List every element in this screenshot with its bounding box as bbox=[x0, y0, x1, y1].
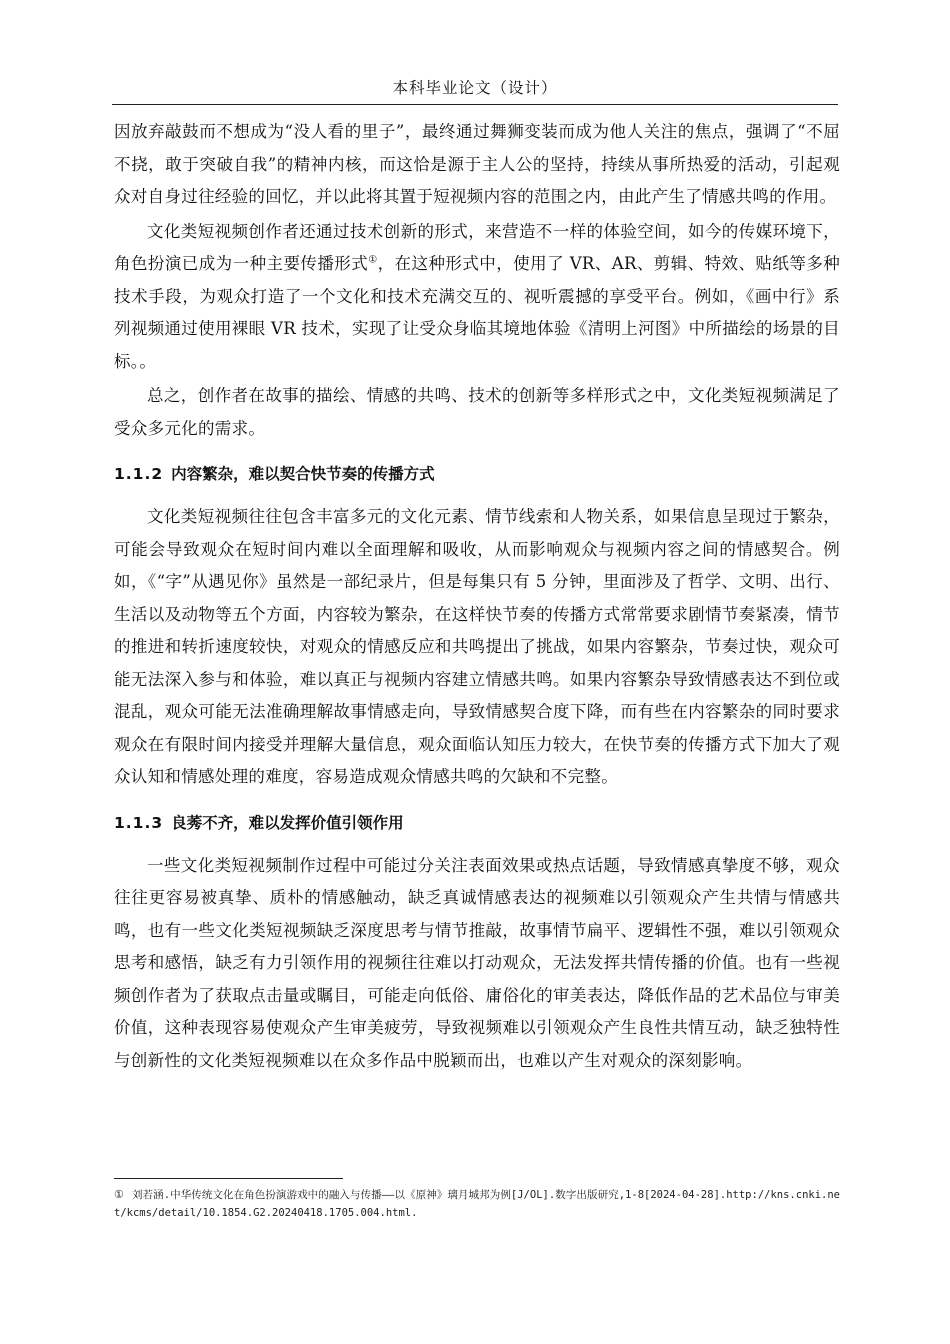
paragraph-section-1-1-3: 一些文化类短视频制作过程中可能过分关注表面效果或热点话题，导致情感真挚度不够，观众往往更容易被真挚、质朴的情感触动，缺乏真诚情感表达的视频难以引领观众产生共情与情感共鸣，也有一些文化类短视频缺乏深度思考与情节推敲，故事情节扁平、逻辑性不强，难以引领观众思考和感悟，缺乏有力引领作用的视频往往难以打动观众，无法发挥共情传播的价值。也有一些视频创作者为了获取点击量或瞩目，可能走向低俗、庸俗化的审美表达，降低作品的艺术品位与审美价值，这种表现容易使观众产生审美疲劳，导致视频难以引领观众产生良性共情互动，缺乏独特性与创新性的文化类短视频难以在众多作品中脱颖而出，也难以产生对观众的深刻影响。 bbox=[114, 855, 840, 1070]
footnote-reference[interactable]: ① bbox=[368, 254, 378, 266]
section-heading-1-1-2 bbox=[114, 459, 840, 489]
footnote-divider bbox=[114, 1178, 343, 1179]
page-header: 本科毕业论文（设计） bbox=[392, 79, 558, 97]
paragraph-continuation: 因放弃敲鼓而不想成为“没人看的里子”，最终通过舞狮变装而成为他人关注的焦点，强调了“不屈不挠，敢于突破自我”的精神内核，而这恰是源于主人公的坚持，持续从事所热爱的活动，引起观众对自身过往经验的回忆，并以此将其置于短视频内容的范围之内，由此产生了情感共鸣的作用。 bbox=[114, 122, 840, 206]
paragraph-summary: 总之，创作者在故事的描绘、情感的共鸣、技术的创新等多样形式之中，文化类短视频满足了受众多元化的需求。 bbox=[114, 386, 840, 438]
paragraph-section-1-1-2: 文化类短视频往往包含丰富多元的文化元素、情节线索和人物关系，如果信息呈现过于繁杂，可能会导致观众在短时间内难以全面理解和吸收，从而影响观众与视频内容之间的情感契合。例如，《“字”从遇见你》虽然是一部纪录片，但是每集只有 5 分钟，里面涉及了哲学、文明、出行、生活以及动物等五个方面，内容较为繁杂，在这样快节奏的传播方式常常要求剧情节奏紧凑，情节的推进和转折速度较快，对观众的情感反应和共鸣提出了挑战，如果内容繁杂，节奏过快，观众可能无法深入参与和体验，难以真正与视频内容建立情感共鸣。如果内容繁杂导致情感表达不到位或混乱，观众可能无法准确理解故事情感走向，导致情感契合度下降，而有些在内容繁杂的同时要求观众在有限时间内接受并理解大量信息，观众面临认知压力较大，在快节奏的传播方式下加大了观众认知和情感处理的难度，容易造成观众情感共鸣的欠缺和不完整。 bbox=[114, 507, 840, 786]
footnote-text: 刘若涵.中华传统文化在角色扮演游戏中的融入与传播——以《原神》璃月城邦为例[J/OL].数字出版研究,1-8[2024-04-28].http://kns.cnki.net/kcms/detail/10.1854.G2.20240418.1705.004.html. bbox=[114, 1189, 840, 1219]
paragraph-text-part: ，在这种形式中，使用了 VR、AR、剪辑、特效、贴纸等多种技术手段，为观众打造了一个文化和技术充满交互的、视听震撼的享受平台。例如，《画中行》系列视频通过使用裸眼 VR 技术，实现了让受众身临其境地体验《清明上河图》中所描绘的场景的目标。。 bbox=[114, 254, 841, 371]
section-number: 1.1.3 bbox=[114, 813, 164, 832]
section-title: 良莠不齐，难以发挥价值引领作用 bbox=[171, 813, 404, 832]
footnote bbox=[114, 1186, 840, 1222]
section-heading-1-1-3 bbox=[114, 808, 840, 838]
section-number: 1.1.2 bbox=[114, 465, 164, 483]
page-body bbox=[114, 116, 840, 1079]
footnote-mark: ① bbox=[114, 1188, 124, 1201]
header-divider bbox=[112, 104, 838, 105]
section-title: 内容繁杂，难以契合快节奏的传播方式 bbox=[171, 465, 435, 483]
paragraph-technology-innovation bbox=[114, 216, 840, 379]
paragraph-text-part: 文化类短视频创作者还通过技术创新的形式，来营造不一样的体验空间，如今的传媒环境下，角色扮演已成为一种主要传播形式 bbox=[114, 221, 840, 273]
